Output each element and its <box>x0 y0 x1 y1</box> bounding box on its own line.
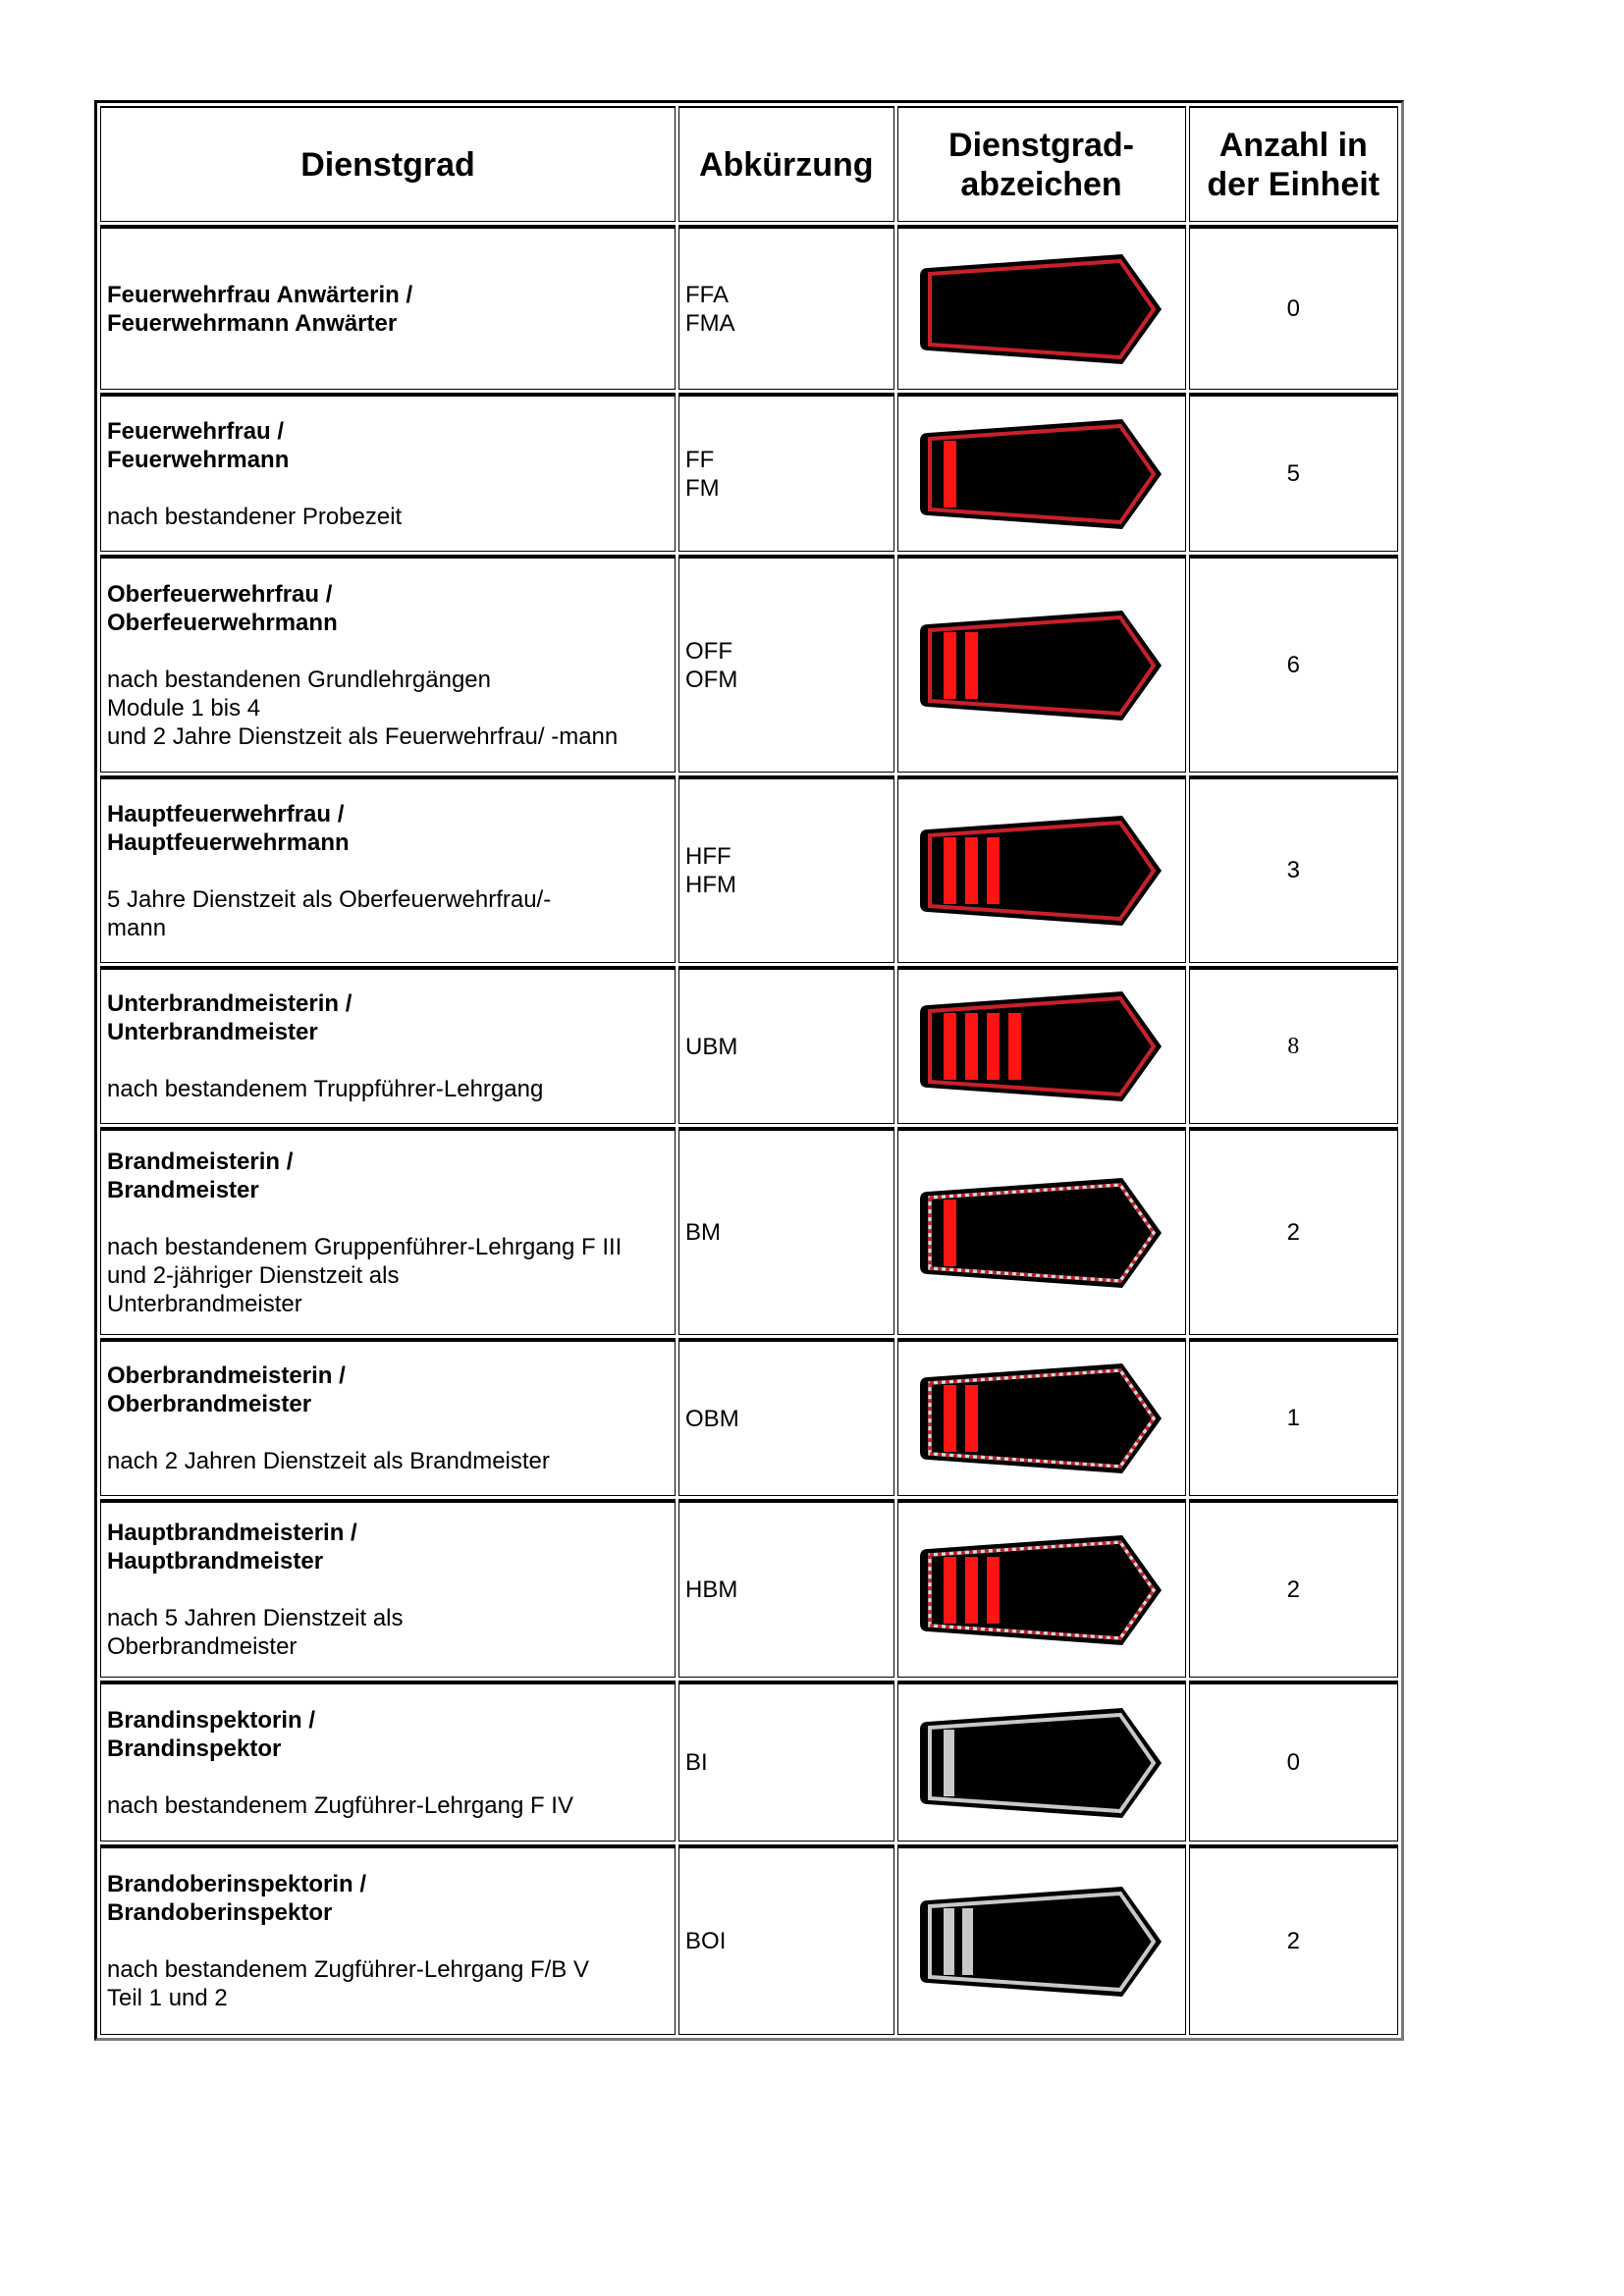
abbreviation-cell <box>678 1681 894 1842</box>
rank-requirement <box>107 666 669 751</box>
header-badge-label-line2: abzeichen <box>960 165 1122 203</box>
rank-insignia-icon <box>914 1172 1169 1294</box>
header-rank <box>100 106 676 222</box>
header-badge-label-line1: Dienstgrad- <box>948 126 1134 164</box>
rank-requirement-line: Teil 1 und 2 <box>107 1985 228 2011</box>
count-cell <box>1189 966 1398 1124</box>
abbreviation-cell <box>678 1127 894 1335</box>
rank-name <box>107 989 669 1046</box>
insignia-bar <box>965 1385 978 1452</box>
header-rank-label: Dienstgrad <box>300 145 475 184</box>
insignia-bar <box>944 1908 954 1975</box>
rank-insignia-icon <box>914 248 1169 370</box>
badge-cell <box>897 555 1186 773</box>
insignia-bar <box>1008 1013 1021 1080</box>
rank-name-line: Brandmeister <box>107 1176 259 1203</box>
rank-cell <box>100 393 676 552</box>
abbreviation: BM <box>685 1219 722 1246</box>
rank-requirement-line: nach bestandenem Zugführer-Lehrgang F/B V <box>107 1956 589 1983</box>
rank-name-line: Hauptbrandmeister <box>107 1548 324 1575</box>
count-value: 6 <box>1286 651 1300 678</box>
rank-requirement-line: nach 5 Jahren Dienstzeit als <box>107 1605 404 1631</box>
count-cell <box>1189 1844 1398 2035</box>
abbreviation-cell <box>678 225 894 390</box>
abbreviation: OFF <box>685 637 733 665</box>
insignia-bar <box>987 837 1000 904</box>
count-value: 3 <box>1286 857 1300 883</box>
badge-cell <box>897 1499 1186 1678</box>
abbreviation: BI <box>685 1749 708 1776</box>
rank-requirement <box>107 885 669 942</box>
insignia-bar <box>965 632 978 699</box>
rank-name-line: Brandoberinspektor <box>107 1899 333 1926</box>
rank-cell <box>100 1338 676 1496</box>
rank-requirement-line: nach 2 Jahren Dienstzeit als Brandmeister <box>107 1448 550 1474</box>
badge-cell <box>897 1127 1186 1335</box>
rank-name-line: Feuerwehrmann Anwärter <box>107 309 398 337</box>
rank-requirement <box>107 1075 669 1103</box>
rank-name <box>107 417 669 474</box>
rank-name-line: Brandinspektor <box>107 1735 282 1762</box>
rank-name-line: Hauptfeuerwehrfrau / <box>107 800 345 828</box>
rank-requirement-line: nach bestandenem Gruppenführer-Lehrgang F III <box>107 1233 623 1260</box>
rank-name-line: Feuerwehrmann <box>107 446 290 473</box>
rank-name-line: Brandinspektorin / <box>107 1706 316 1734</box>
rank-requirement <box>107 1447 669 1475</box>
rank-table <box>94 100 1404 2041</box>
count-cell <box>1189 775 1398 963</box>
rank-name-line: Oberbrandmeister <box>107 1391 312 1417</box>
rank-name-line: Brandmeisterin / <box>107 1148 294 1175</box>
insignia-bar <box>965 1557 978 1624</box>
badge-cell <box>897 1681 1186 1842</box>
rank-requirement <box>107 1955 669 2012</box>
table-body <box>100 225 1398 2035</box>
rank-insignia-icon <box>914 605 1169 726</box>
count-value: 1 <box>1286 1405 1300 1431</box>
insignia-bar <box>944 632 956 699</box>
abbreviation: HFM <box>685 872 736 898</box>
count-cell <box>1189 1681 1398 1842</box>
abbreviation-cell <box>678 393 894 552</box>
rank-name <box>107 1519 669 1575</box>
rank-name-line: Feuerwehrfrau Anwärterin / <box>107 281 413 308</box>
rank-name-line: Hauptfeuerwehrmann <box>107 828 350 856</box>
insignia-bar <box>944 1730 954 1796</box>
rank-insignia-icon <box>914 413 1169 535</box>
rank-name-line: Oberfeuerwehrmann <box>107 609 338 636</box>
insignia-bar <box>944 1200 956 1266</box>
count-value: 0 <box>1286 1748 1300 1776</box>
rank-insignia-icon <box>914 1702 1169 1824</box>
abbreviation: HFF <box>685 843 731 870</box>
abbreviation: OBM <box>685 1405 739 1432</box>
rank-name-line: Oberfeuerwehrfrau / <box>107 580 333 608</box>
abbreviation: FFA <box>685 281 730 308</box>
rank-requirement-line: und 2 Jahre Dienstzeit als Feuerwehrfrau/ -mann <box>107 722 619 750</box>
insignia-bar <box>965 837 978 904</box>
rank-requirement-line: 5 Jahre Dienstzeit als Oberfeuerwehrfrau/- <box>107 885 552 913</box>
rank-insignia-icon <box>914 1529 1169 1651</box>
header-abbreviation-label: Abkürzung <box>698 145 874 184</box>
rank-name <box>107 1148 669 1204</box>
abbreviation: FMA <box>685 309 735 337</box>
rank-name <box>107 580 669 637</box>
abbreviation: FM <box>685 474 720 502</box>
abbreviation-cell <box>678 966 894 1124</box>
insignia-bar <box>987 1013 1000 1080</box>
rank-requirement-line: und 2-jähriger Dienstzeit als <box>107 1261 400 1289</box>
insignia-bar <box>965 1013 978 1080</box>
header-count-label-line2: der Einheit <box>1207 165 1380 203</box>
badge-cell <box>897 225 1186 390</box>
rank-name-line: Brandoberinspektorin / <box>107 1871 367 1897</box>
rank-requirement <box>107 1604 669 1661</box>
abbreviation: OFM <box>685 666 738 693</box>
rank-name-line: Oberbrandmeisterin / <box>107 1362 346 1389</box>
header-count <box>1189 106 1398 222</box>
rank-name <box>107 1870 669 1927</box>
table-row <box>100 225 1398 390</box>
count-value: 5 <box>1286 459 1300 487</box>
rank-insignia-icon <box>914 1358 1169 1479</box>
insignia-bar <box>944 441 956 507</box>
rank-requirement-line: nach bestandener Probezeit <box>107 503 403 530</box>
rank-name-line: Unterbrandmeister <box>107 1019 318 1045</box>
header-row <box>100 106 1398 222</box>
badge-cell <box>897 775 1186 963</box>
rank-name-line: Hauptbrandmeisterin / <box>107 1520 357 1546</box>
rank-insignia-icon <box>914 1881 1169 2002</box>
abbreviation-cell <box>678 1499 894 1678</box>
rank-insignia-icon <box>914 986 1169 1107</box>
abbreviation: HBM <box>685 1576 738 1603</box>
rank-requirement <box>107 1233 669 1318</box>
abbreviation: FF <box>685 446 715 473</box>
rank-cell <box>100 1681 676 1842</box>
insignia-bar <box>962 1908 973 1975</box>
rank-cell <box>100 1127 676 1335</box>
rank-name <box>107 800 669 857</box>
count-value: 2 <box>1286 1575 1300 1603</box>
table-row <box>100 1844 1398 2035</box>
rank-cell <box>100 775 676 963</box>
rank-name-line: Feuerwehrfrau / <box>107 417 285 445</box>
rank-requirement-line: nach bestandenem Zugführer-Lehrgang F IV <box>107 1791 573 1819</box>
badge-cell <box>897 966 1186 1124</box>
rank-requirement-line: nach bestandenem Truppführer-Lehrgang <box>107 1076 544 1102</box>
count-cell <box>1189 555 1398 773</box>
abbreviation-cell <box>678 1844 894 2035</box>
insignia-bar <box>944 837 956 904</box>
table-row <box>100 1681 1398 1842</box>
abbreviation: UBM <box>685 1033 738 1060</box>
insignia-bar <box>944 1385 956 1452</box>
table-row <box>100 1127 1398 1335</box>
rank-name-line: Unterbrandmeisterin / <box>107 990 352 1017</box>
rank-requirement-line: Unterbrandmeister <box>107 1290 302 1317</box>
abbreviation-cell <box>678 555 894 773</box>
count-value: 0 <box>1286 294 1300 322</box>
count-cell <box>1189 1127 1398 1335</box>
badge-cell <box>897 1338 1186 1496</box>
rank-cell <box>100 966 676 1124</box>
rank-name <box>107 281 669 338</box>
rank-cell <box>100 1499 676 1678</box>
rank-name <box>107 1362 669 1418</box>
rank-name <box>107 1706 669 1763</box>
table-row <box>100 966 1398 1124</box>
rank-insignia-icon <box>914 810 1169 932</box>
abbreviation: BOI <box>685 1928 727 1954</box>
rank-requirement-line: Module 1 bis 4 <box>107 694 261 721</box>
table-row <box>100 1499 1398 1678</box>
rank-cell <box>100 225 676 390</box>
insignia-bar <box>944 1013 956 1080</box>
table-row <box>100 1338 1398 1496</box>
count-cell <box>1189 1499 1398 1678</box>
abbreviation-cell <box>678 1338 894 1496</box>
rank-requirement-line: Oberbrandmeister <box>107 1633 298 1660</box>
header-abbreviation <box>678 106 894 222</box>
table-row <box>100 393 1398 552</box>
rank-requirement <box>107 503 669 531</box>
header-count-label-line1: Anzahl in <box>1218 126 1368 164</box>
table-row <box>100 555 1398 773</box>
insignia-bar <box>944 1557 956 1624</box>
count-value: 2 <box>1286 1927 1300 1954</box>
header-badge <box>897 106 1186 222</box>
count-cell <box>1189 393 1398 552</box>
rank-cell <box>100 555 676 773</box>
badge-cell <box>897 393 1186 552</box>
count-value: 8 <box>1287 1033 1300 1059</box>
insignia-bar <box>987 1557 1000 1624</box>
rank-requirement-line: nach bestandenen Grundlehrgängen <box>107 666 491 693</box>
abbreviation-cell <box>678 775 894 963</box>
table-row <box>100 775 1398 963</box>
count-cell <box>1189 225 1398 390</box>
rank-requirement-line: mann <box>107 914 167 941</box>
rank-requirement <box>107 1791 669 1820</box>
badge-cell <box>897 1844 1186 2035</box>
rank-cell <box>100 1844 676 2035</box>
count-value: 2 <box>1286 1218 1300 1246</box>
count-cell <box>1189 1338 1398 1496</box>
